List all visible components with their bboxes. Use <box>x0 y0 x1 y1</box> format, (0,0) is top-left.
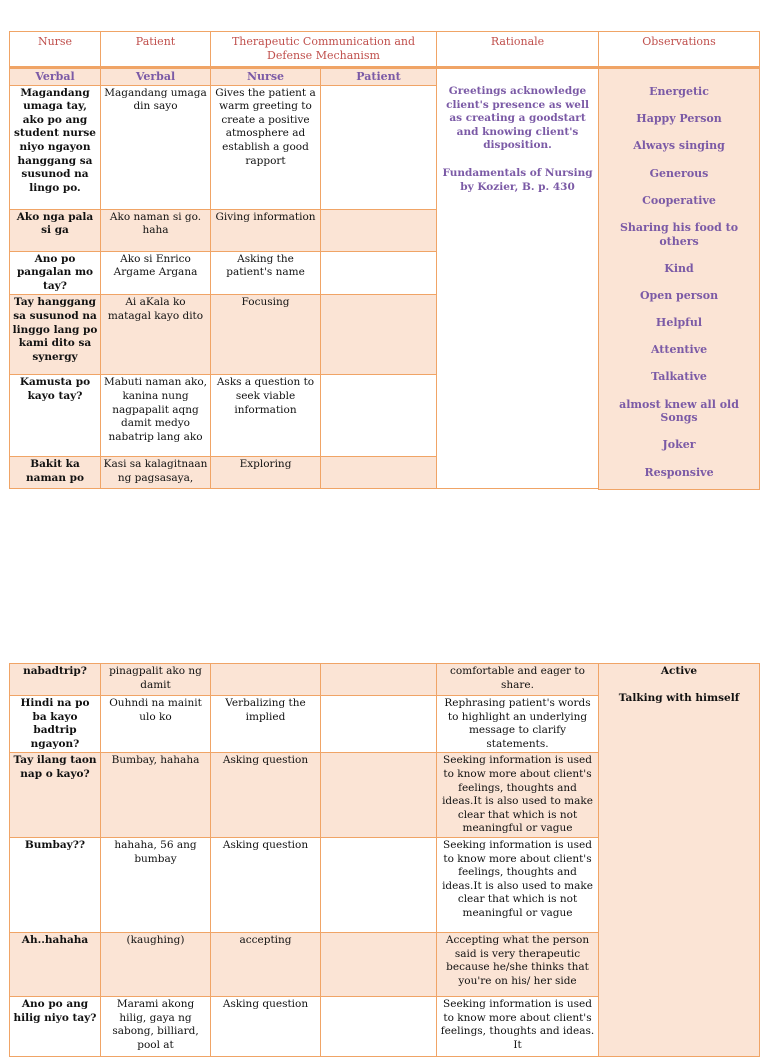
subheader-verbal-patient: Verbal <box>101 68 211 86</box>
tc-nurse <box>211 664 321 696</box>
tc-patient <box>321 664 437 696</box>
patient-verbal: Mabuti naman ako, kanina nung nagpapalit aqng damit medyo nabatrip lang ako <box>101 375 211 457</box>
patient-verbal: Ako naman si go. haha <box>101 209 211 251</box>
observation-item: Energetic <box>649 85 709 98</box>
patient-verbal: Kasi sa kalagitnaan ng pagsasaya, <box>101 457 211 489</box>
observation-item: Talkative <box>651 370 707 384</box>
tc-nurse: Asks a question to seek viable information <box>211 375 321 457</box>
tc-nurse: Asking question <box>211 837 321 932</box>
observations-cell <box>599 664 760 1057</box>
observation-item: Responsive <box>644 465 714 479</box>
subheader-nurse: Nurse <box>211 68 321 86</box>
nurse-verbal: Ano po pangalan mo tay? <box>10 251 101 295</box>
header-nurse: Nurse <box>10 32 101 68</box>
observation-item: Active <box>660 665 698 677</box>
nurse-verbal: Bakit ka naman po <box>10 457 101 489</box>
nurse-verbal: nabadtrip? <box>10 664 101 696</box>
observation-item: Helpful <box>655 316 703 330</box>
tc-nurse: Exploring <box>211 457 321 489</box>
observation-item: Open person <box>639 288 719 302</box>
rationale-reference: Fundamentals of Nursing by Kozier, B. p. 430 <box>442 166 593 193</box>
tc-nurse: Asking question <box>211 996 321 1056</box>
observation-item: Cooperative <box>642 193 716 207</box>
tc-nurse: Verbalizing the implied <box>211 696 321 753</box>
rationale-cell <box>437 68 599 489</box>
tc-patient <box>321 295 437 375</box>
observation-item: Generous <box>649 166 709 180</box>
tc-patient <box>321 209 437 251</box>
subheader-patient: Patient <box>321 68 437 86</box>
observation-item: Talking with himself <box>618 692 740 705</box>
observation-item: Kind <box>664 261 694 275</box>
spacer <box>321 489 437 490</box>
nurse-verbal: Ah..hahaha <box>10 932 101 996</box>
tc-nurse: Asking question <box>211 753 321 838</box>
nurse-verbal: Kamusta po kayo tay? <box>10 375 101 457</box>
patient-verbal: pinagpalit ako ng damit <box>101 664 211 696</box>
patient-verbal: Marami akong hilig, gaya ng sabong, billiard, pool at <box>101 996 211 1056</box>
header-patient: Patient <box>101 32 211 68</box>
tc-patient <box>321 457 437 489</box>
tc-patient <box>321 696 437 753</box>
table-1 <box>9 31 760 490</box>
rationale-text: Greetings acknowledge client's presence as well as creating a goodstart and knowing client's disposition. <box>446 85 589 152</box>
patient-verbal: Ai aKala ko matagal kayo dito <box>101 295 211 375</box>
observation-item: Happy Person <box>636 112 722 126</box>
rationale: Accepting what the person said is very therapeutic because he/she thinks that you're on his/ her side <box>437 932 599 996</box>
spacer <box>211 489 321 490</box>
nurse-verbal: Bumbay?? <box>10 837 101 932</box>
rationale: Seeking information is used to know more about client's feelings, thoughts and ideas. It <box>437 996 599 1056</box>
tc-patient <box>321 932 437 996</box>
rationale: comfortable and eager to share. <box>437 664 599 696</box>
nurse-verbal: Ako nga pala si ga <box>10 209 101 251</box>
tc-patient <box>321 837 437 932</box>
patient-verbal: (kaughing) <box>101 932 211 996</box>
spacer <box>437 489 599 490</box>
rationale: Rephrasing patient's words to highlight an underlying message to clarify statements. <box>437 696 599 753</box>
table-2 <box>9 663 760 1057</box>
tc-patient <box>321 251 437 295</box>
tc-nurse: Asking the patient's name <box>211 251 321 295</box>
tc-patient <box>321 375 437 457</box>
observation-item: Joker <box>662 438 696 452</box>
observation-item: Attentive <box>650 343 708 357</box>
rationale: Seeking information is used to know more about client's feelings, thoughts and ideas.It is also used to make clear that which is not meaningful or vague <box>437 753 599 838</box>
tc-patient <box>321 753 437 838</box>
patient-verbal: hahaha, 56 ang bumbay <box>101 837 211 932</box>
nurse-verbal: Hindi na po ba kayo badtrip ngayon? <box>10 696 101 753</box>
observation-item: Always singing <box>633 139 725 153</box>
patient-verbal: Ako si Enrico Argame Argana <box>101 251 211 295</box>
observation-item: Sharing his food to others <box>619 220 739 248</box>
tc-nurse: Giving information <box>211 209 321 251</box>
patient-verbal: Ouhndi na mainit ulo ko <box>101 696 211 753</box>
patient-verbal: Bumbay, hahaha <box>101 753 211 838</box>
table-row <box>10 664 760 696</box>
header-therapeutic-communication: Therapeutic Communication and Defense Mechanism <box>211 32 437 68</box>
patient-verbal: Magandang umaga din sayo <box>101 85 211 209</box>
observation-item: almost knew all old Songs <box>619 397 739 425</box>
subheader-verbal-nurse: Verbal <box>10 68 101 86</box>
tc-patient <box>321 85 437 209</box>
spacer <box>10 489 101 490</box>
nurse-verbal: Tay ilang taon nap o kayo? <box>10 753 101 838</box>
header-observations: Observations <box>599 32 760 68</box>
nurse-verbal: Ano po ang hilig niyo tay? <box>10 996 101 1056</box>
nurse-verbal: Magandang umaga tay, ako po ang student nurse niyo ngayon hanggang sa susunod na lingo po. <box>10 85 101 209</box>
tc-nurse: accepting <box>211 932 321 996</box>
header-row <box>10 32 760 68</box>
tc-patient <box>321 996 437 1056</box>
tc-nurse: Gives the patient a warm greeting to create a positive atmosphere ad establish a good rapport <box>211 85 321 209</box>
spacer <box>101 489 211 490</box>
tc-nurse: Focusing <box>211 295 321 375</box>
nurse-verbal: Tay hanggang sa susunod na linggo lang po kami dito sa synergy <box>10 295 101 375</box>
rationale: Seeking information is used to know more about client's feelings, thoughts and ideas.It is also used to make clear that which is not meaningful or vague <box>437 837 599 932</box>
observations-cell <box>599 68 760 490</box>
subheader-row <box>10 68 760 86</box>
header-rationale: Rationale <box>437 32 599 68</box>
